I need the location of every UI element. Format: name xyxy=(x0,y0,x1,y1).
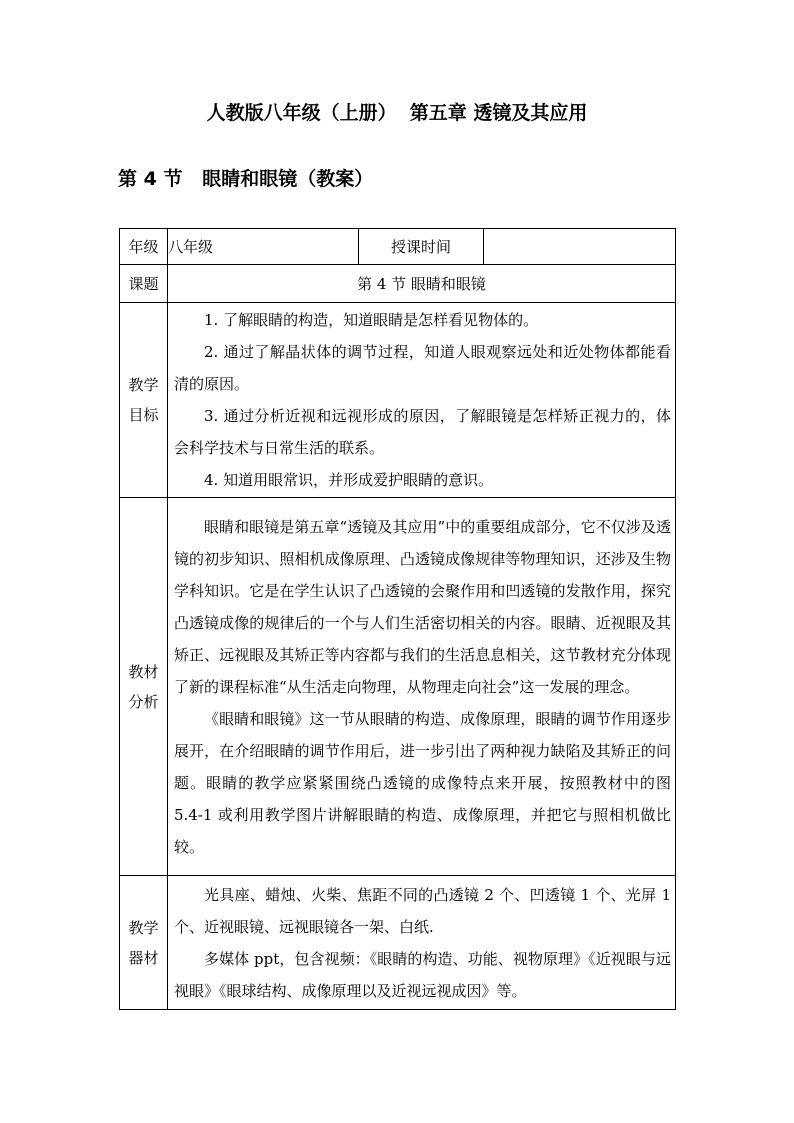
analysis-paragraph: 眼睛和眼镜是第五章“透镜及其应用”中的重要组成部分，它不仅涉及透镜的初步知识、照相机成像原理、凸透镜成像规律等物理知识，还涉及生物学科知识。它是在学生认识了凸透镜的会聚作用和凹透镜的发散作用，探究凸透镜成像的规律后的一个与人们生活密切相关的内容。眼睛、近视眼及其矫正、远视眼及其矫正等内容都与我们的生活息息相关，这节教材充分体现了新的课程标准“从生活走向物理，从物理走向社会”这一发展的理念。 xyxy=(174,517,671,696)
goals-row xyxy=(120,303,676,498)
analysis-content xyxy=(168,498,676,876)
materials-content xyxy=(168,876,676,1010)
topic-value: 第 4 节 眼睛和眼镜 xyxy=(168,265,676,303)
grade-row xyxy=(120,229,676,265)
materials-paragraph: 光具座、蜡烛、火柴、焦距不同的凸透镜 2 个、凹透镜 1 个、光屏 1 个、近视眼镜、远视眼镜各一架、白纸. xyxy=(174,885,671,936)
time-value xyxy=(484,229,676,265)
analysis-row xyxy=(120,498,676,876)
goals-label: 教学 目标 xyxy=(120,303,168,498)
analysis-label: 教材 分析 xyxy=(120,498,168,876)
section-heading: 第 4 节 眼睛和眼镜（教案） xyxy=(118,168,374,190)
goal-item: 4. 知道用眼常识，并形成爱护眼睛的意识。 xyxy=(204,471,494,489)
materials-row xyxy=(120,876,676,1010)
goal-item: 3. 通过分析近视和远视形成的原因，了解眼镜是怎样矫正视力的，体会科学技术与日常生活的联系。 xyxy=(174,407,671,457)
analysis-paragraph: 《眼睛和眼镜》这一节从眼睛的构造、成像原理，眼睛的调节作用逐步展开，在介绍眼睛的调节作用后，进一步引出了两种视力缺陷及其矫正的问题。眼睛的教学应紧紧围绕凸透镜的成像特点来开展，按照教材中的图 5.4-1 或利用教学图片讲解眼睛的构造、成像原理，并把它与照相机做比较。 xyxy=(174,709,671,856)
document-title: 人教版八年级（上册） 第五章 透镜及其应用 xyxy=(206,102,588,124)
goal-item: 1. 了解眼睛的构造，知道眼睛是怎样看见物体的。 xyxy=(204,311,539,329)
materials-paragraph: 多媒体 ppt，包含视频：《眼睛的构造、功能、视物原理》《近视眼与远视眼》《眼球结构、成像原理以及近视远视成因》等。 xyxy=(174,949,671,1000)
lesson-plan-table xyxy=(119,228,676,1010)
materials-label: 教学 器材 xyxy=(120,876,168,1010)
goal-item: 2. 通过了解晶状体的调节过程，知道人眼观察远处和近处物体都能看清的原因。 xyxy=(174,343,671,393)
time-label: 授课时间 xyxy=(359,229,484,265)
grade-label: 年级 xyxy=(120,229,168,265)
grade-value: 八年级 xyxy=(168,229,359,265)
topic-label: 课题 xyxy=(120,265,168,303)
goals-content xyxy=(168,303,676,498)
topic-row xyxy=(120,265,676,303)
